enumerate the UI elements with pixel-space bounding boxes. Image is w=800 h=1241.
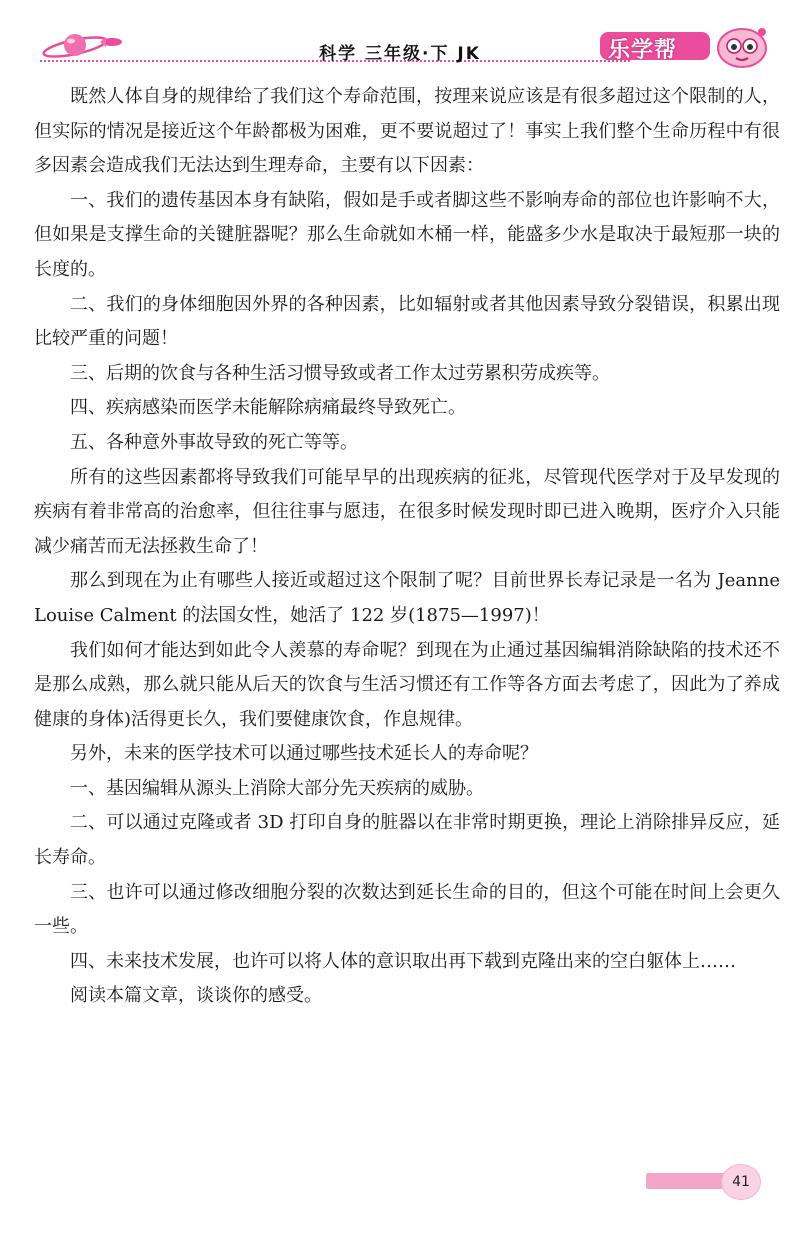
question-prompt: 阅读本篇文章，谈谈你的感受。 — [70, 985, 322, 1007]
paragraph: 那么到现在为止有哪些人接近或超过这个限制了呢？目前世界长寿记录是一名为 Jeanne Louise Calment 的法国女性，她活了 122 岁(1875—1997)！ — [34, 570, 780, 626]
paragraph: 一、我们的遗传基因本身有缺陷，假如是手或者脚这些不影响寿命的部位也许影响不大，但如果是支撑生命的关键脏器呢？那么生命就如木桶一样，能盛多少水是取决于最短那一块的长度的。 — [34, 189, 780, 280]
paragraph: 二、可以通过克隆或者 3D 打印自身的脏器以在非常时期更换，理论上消除排异反应，延长寿命。 — [34, 812, 780, 869]
paragraph: 四、未来技术发展，也许可以将人体的意识取出再下载到克隆出来的空白躯体上…… — [70, 950, 736, 972]
paragraph: 三、也许可以通过修改细胞分裂的次数达到延长生命的目的，但这个可能在时间上会更久一些。 — [34, 881, 780, 938]
paragraph: 既然人体自身的规律给了我们这个寿命范围，按理来说应该是有很多超过这个限制的人，但实际的情况是接近这个年龄都极为困难，更不要说超过了！事实上我们整个生命历程中有很多因素会造成我们无法达到生理寿命，主要有以下因素： — [34, 86, 780, 177]
paragraph: 一、基因编辑从源头上消除大部分先天疾病的威胁。 — [70, 777, 484, 799]
paragraph: 另外，未来的医学技术可以通过哪些技术延长人的寿命呢？ — [70, 743, 538, 765]
paragraph: 五、各种意外事故导致的死亡等等。 — [70, 431, 358, 453]
paragraph: 我们如何才能达到如此令人羡慕的寿命呢？到现在为止通过基因编辑消除缺陷的技术还不是那么成熟，那么就只能从后天的饮食与生活习惯还有工作等各方面去考虑了，因此为了养成健康的身体)活得更长久，我们要健康饮食，作息规律。 — [34, 639, 780, 730]
paragraph: 所有的这些因素都将导致我们可能早早的出现疾病的征兆，尽管现代医学对于及早发现的疾病有着非常高的治愈率，但往往事与愿违，在很多时候发现时即已进入晚期，医疗介入只能减少痛苦而无法拯救生命了！ — [34, 466, 780, 557]
header-title: 科学 三年级·下 JK — [319, 44, 481, 64]
paragraph: 三、后期的饮食与各种生活习惯导致或者工作太过劳累积劳成疾等。 — [70, 362, 610, 384]
brand-name: 乐学帮 — [608, 38, 678, 63]
article-body — [34, 80, 780, 1014]
page-number: 41 — [721, 1164, 761, 1200]
mascot-icon — [706, 22, 776, 70]
paragraph: 四、疾病感染而医学未能解除病痛最终导致死亡。 — [70, 397, 466, 419]
paragraph: 二、我们的身体细胞因外界的各种因素，比如辐射或者其他因素导致分裂错误，积累出现比较严重的问题！ — [34, 293, 780, 350]
page-header — [0, 0, 800, 70]
